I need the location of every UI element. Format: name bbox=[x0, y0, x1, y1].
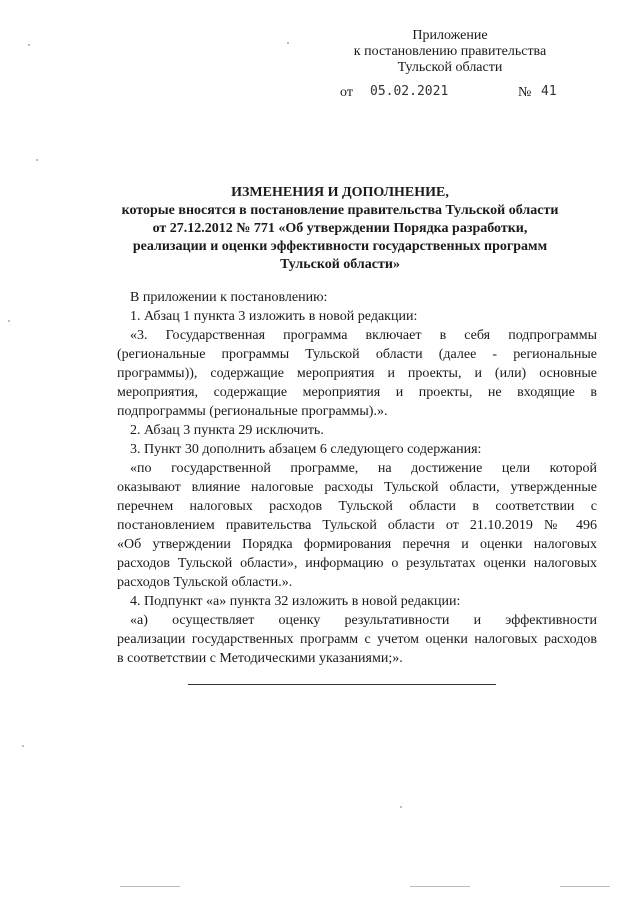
number-sign: № bbox=[518, 85, 532, 100]
text-line: «а) осуществляет оценку результативности и эффективности bbox=[130, 613, 597, 628]
text-line: мероприятия, содержащие мероприятия и проекты, не входящие в bbox=[117, 385, 597, 400]
item-3-text bbox=[117, 459, 597, 592]
item-2-heading: 2. Абзац 3 пункта 29 исключить. bbox=[130, 423, 324, 438]
scan-speck bbox=[560, 886, 610, 887]
item-4-heading: 4. Подпункт «а» пункта 32 изложить в новой редакции: bbox=[130, 594, 461, 609]
document-date: 05.02.2021 bbox=[370, 84, 449, 99]
text-line: оказывают влияние налоговые расходы Тульской области, утвержденные bbox=[117, 480, 597, 495]
scan-speck bbox=[400, 806, 402, 808]
item-4-text bbox=[117, 611, 597, 668]
text-line: программы)), содержащие мероприятия и проекты, и (или) основные bbox=[117, 366, 597, 381]
text-line: реализации государственных программ с учетом оценки налоговых расходов bbox=[117, 632, 597, 647]
scan-speck bbox=[36, 159, 38, 161]
text-line: подпрограммы (региональные программы).». bbox=[117, 404, 388, 419]
text-line: расходов Тульской области.». bbox=[117, 575, 293, 590]
title-line-1: ИЗМЕНЕНИЯ И ДОПОЛНЕНИЕ, bbox=[231, 185, 449, 200]
title-line-5: Тульской области» bbox=[280, 257, 400, 272]
text-line: постановлением правительства Тульской области от 21.10.2019 № 496 bbox=[117, 518, 597, 533]
text-line: «3. Государственная программа включает в себя подпрограммы bbox=[130, 328, 597, 343]
text-line: «по государственной программе, на достижение цели которой bbox=[130, 461, 597, 476]
title-line-4: реализации и оценки эффективности государственных программ bbox=[132, 239, 548, 254]
date-from-label: от bbox=[340, 85, 353, 100]
text-line: перечнем налоговых расходов Тульской области в соответствии с bbox=[117, 499, 597, 514]
scan-speck bbox=[287, 42, 289, 44]
document-body bbox=[117, 288, 597, 668]
title-line-2: которые вносятся в постановление правительства Тульской области bbox=[121, 203, 559, 218]
intro-paragraph: В приложении к постановлению: bbox=[130, 290, 328, 305]
appendix-header bbox=[340, 28, 560, 76]
scan-speck bbox=[8, 320, 10, 322]
closing-rule bbox=[188, 684, 496, 685]
title-line-3: от 27.12.2012 № 771 «Об утверждении Порядка разработки, bbox=[152, 221, 528, 236]
text-line: «Об утверждении Порядка формирования перечня и оценки налоговых bbox=[117, 537, 597, 552]
scan-speck bbox=[28, 44, 30, 46]
document-title bbox=[90, 184, 590, 274]
item-3-heading: 3. Пункт 30 дополнить абзацем 6 следующего содержания: bbox=[130, 442, 482, 457]
appendix-line-3: Тульской области bbox=[397, 60, 503, 75]
text-line: расходов Тульской области», информацию о результатах оценки налоговых bbox=[117, 556, 597, 571]
item-1-heading: 1. Абзац 1 пункта 3 изложить в новой редакции: bbox=[130, 309, 418, 324]
scan-speck bbox=[22, 745, 24, 747]
item-1-text bbox=[117, 326, 597, 421]
appendix-line-1: Приложение bbox=[412, 28, 488, 43]
scan-speck bbox=[120, 886, 180, 887]
text-line: в соответствии с Методическими указаниями;». bbox=[117, 651, 403, 666]
document-number: 41 bbox=[541, 84, 557, 99]
appendix-line-2: к постановлению правительства bbox=[353, 44, 547, 59]
date-number-line bbox=[0, 84, 640, 104]
scan-speck bbox=[410, 886, 470, 887]
text-line: (региональные программы Тульской области (далее - региональные bbox=[117, 347, 597, 362]
